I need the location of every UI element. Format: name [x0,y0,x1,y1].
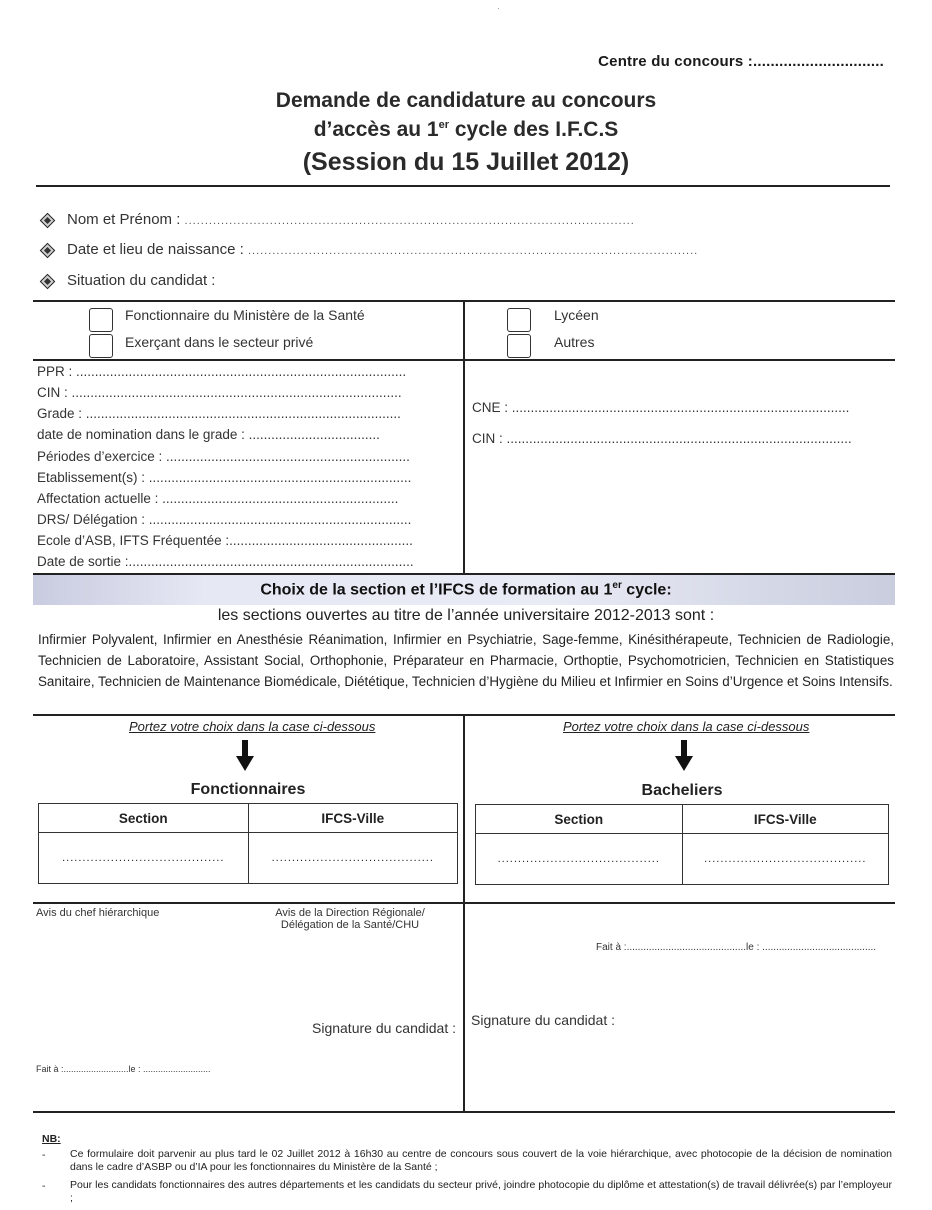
top-mark: · [497,4,500,13]
fonctionnaire-label: Fonctionnaire du Ministère de la Santé [125,307,365,323]
grade-field[interactable]: Grade : .................................................................................... [37,406,401,421]
fait-a-left-field[interactable]: Fait à :..........................le : ........................... [36,1064,211,1074]
title-line-2-sup: er [438,119,450,131]
sections-list-paragraph: Infirmier Polyvalent, Infirmier en Anesthésie Réanimation, Infirmier en Psychiatrie, Sage-femme, Kinésithérapeute, Technicien de Radiologie, Technicien de Laboratoire, Assistant Social, Orthophonie, Préparateur en Pharmacie, Orthoptie, Psychomotricien, Technicien en Statistiques Sanitaire, Technicien de Maintenance Biomédicale, Diététique, Technicien d’Hygiène du Milieu et Infirmier en Soins d’Urgence et Soins Intensifs. [38,632,894,689]
date-sortie-field[interactable]: Date de sortie :............................................................................ [37,554,414,569]
avis-chef-label: Avis du chef hiérarchique [36,907,160,919]
table-center-divider [463,300,465,575]
diamond-bullet-icon [40,213,56,229]
nom-prenom-label: Nom et Prénom : [67,211,185,228]
nb-label: NB: [42,1133,61,1145]
page-title: Demande de candidature au concours [275,89,657,112]
title-line-2-post: cycle des I.F.C.S [449,118,619,141]
affectation-field[interactable]: Affectation actuelle : ............................................................... [37,491,399,506]
diamond-bullet-icon [40,243,56,259]
avis-direction-line-1: Avis de la Direction Régionale/ [275,907,425,919]
nb-item-1: Ce formulaire doit parvenir au plus tard le 02 Juillet 2012 à 16h30 au centre de concours sous couvert de la voie hiérarchique, avec photocopie de la décision de nomination dans le cadre d’ASBP ou d’IA pour les fonctionnaires du Ministère de la Santé ; [70,1148,892,1173]
centre-concours-label: Centre du concours :.............................. [598,53,884,70]
autres-checkbox[interactable] [507,334,531,358]
down-arrow-icon [236,740,254,772]
secteur-prive-label: Exerçant dans le secteur privé [125,334,314,350]
fonctionnaires-choice-table [38,803,458,884]
date-nomination-field[interactable]: date de nomination dans le grade : ................................... [37,427,380,442]
ecole-asb-field[interactable]: Ecole d’ASB, IFTS Fréquentée :................................................. [37,533,413,548]
diamond-bullet-icon [40,274,56,290]
sections-subtitle: les sections ouvertes au titre de l’année universitaire 2012-2013 sont : [217,607,715,624]
portez-left-instruction: Portez votre choix dans la case ci-dessous [129,719,376,734]
portez-right-instruction: Portez votre choix dans la case ci-dessous [563,719,810,734]
avis-center-divider [463,902,465,1112]
nom-prenom-field[interactable] [67,211,635,228]
avis-direction-line-2: Délégation de la Santé/CHU [280,919,420,931]
avis-bottom-border [33,1111,895,1113]
signature-candidat-left: Signature du candidat : [312,1020,456,1036]
ifcs-column-header: IFCS-Ville [248,804,458,833]
nom-prenom-dots: ............................................................................................................... [184,215,635,227]
cin-field[interactable]: CIN : ........................................................................................ [37,385,402,400]
situation-label: Situation du candidat : [67,272,216,289]
session-title: (Session du 15 Juillet 2012) [302,148,630,176]
section-input-cell[interactable]: ........................................ [476,834,683,885]
cin-bachelier-field[interactable]: CIN : ............................................................................................ [472,431,852,446]
date-naissance-label: Date et lieu de naissance : [67,241,248,258]
ifcs-input-cell[interactable]: ........................................ [248,833,458,884]
lyceen-checkbox[interactable] [507,308,531,332]
banner-title-post: cycle: [621,581,672,599]
date-naissance-field[interactable] [67,241,699,258]
date-naissance-dots: ............................................................................................................... [247,245,699,257]
ifcs-column-header: IFCS-Ville [682,805,889,834]
signature-candidat-right: Signature du candidat : [471,1012,615,1028]
section-input-cell[interactable]: ........................................ [39,833,249,884]
header-divider [36,185,890,187]
section-column-header: Section [39,804,249,833]
drs-delegation-field[interactable]: DRS/ Délégation : ...................................................................... [37,512,412,527]
fait-a-right-field[interactable]: Fait à :...........................................le : ......................................... [596,942,877,953]
ppr-field[interactable]: PPR : ........................................................................................ [37,364,407,379]
nb-dash: - [42,1149,46,1161]
nb-dash: - [42,1180,46,1192]
bacheliers-choice-table [475,804,889,885]
down-arrow-icon [675,740,693,772]
periodes-exercice-field[interactable]: Périodes d’exercice : ................................................................. [37,449,410,464]
lyceen-label: Lycéen [554,307,599,323]
avis-direction-label [240,907,460,931]
title-line-2-pre: d’accès au 1 [313,118,439,141]
fonctionnaire-checkbox[interactable] [89,308,113,332]
banner-title-sup: er [612,580,622,591]
section-column-header: Section [476,805,683,834]
title-line-2 [0,118,932,142]
choice-center-divider [463,714,465,904]
bacheliers-heading: Bacheliers [641,782,723,799]
cne-field[interactable]: CNE : .......................................................................................... [472,400,850,415]
autres-label: Autres [554,334,595,350]
fonctionnaires-heading: Fonctionnaires [190,781,306,798]
ifcs-input-cell[interactable]: ........................................ [682,834,889,885]
secteur-prive-checkbox[interactable] [89,334,113,358]
section-banner-title [0,580,932,599]
etablissements-field[interactable]: Etablissement(s) : ...................................................................... [37,470,412,485]
nb-item-2: Pour les candidats fonctionnaires des autres départements et les candidats du secteur privé, joindre photocopie du diplôme et attestation(s) de travail délivrée(s) par l’employeur ; [70,1179,892,1204]
banner-title-pre: Choix de la section et l’IFCS de formation au 1 [260,581,613,599]
